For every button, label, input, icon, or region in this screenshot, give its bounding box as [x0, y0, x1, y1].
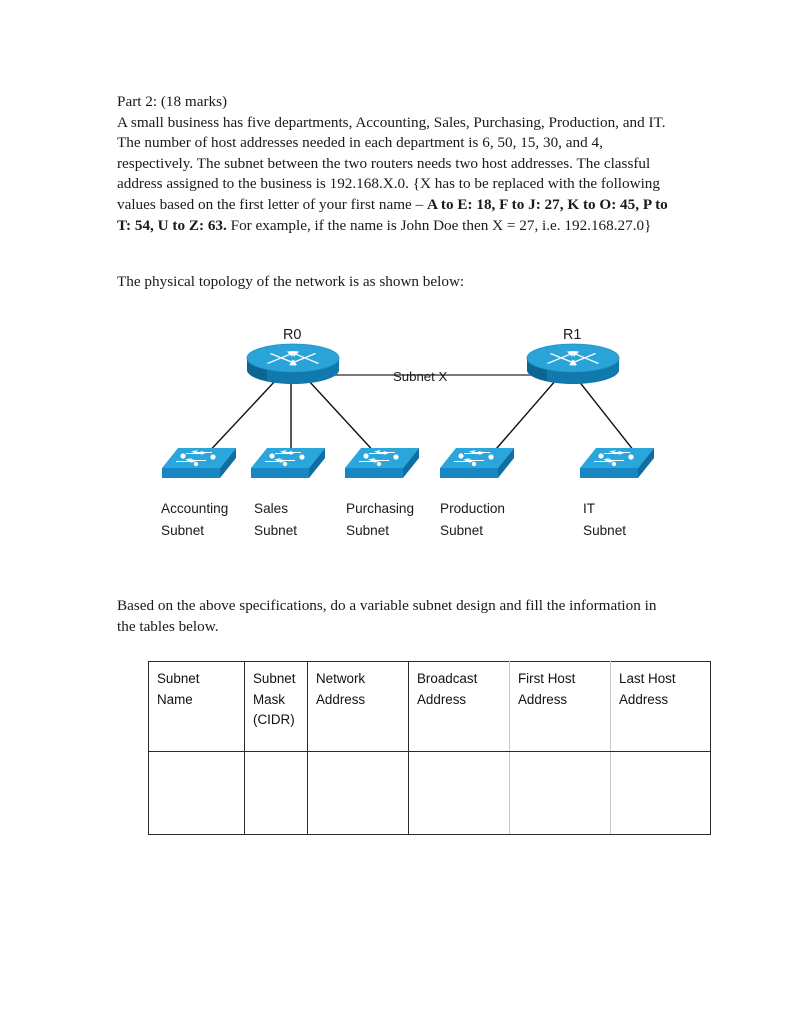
switch-suffix-purchasing: Subnet [346, 523, 390, 538]
switch-label-purchasing [346, 498, 414, 542]
header-line: Broadcast [417, 671, 478, 686]
cell-subnet-mask[interactable] [245, 752, 308, 835]
switch-suffix-sales: Subnet [254, 523, 298, 538]
header-cell-subnet-mask [245, 662, 308, 752]
network-topology-diagram [0, 318, 791, 563]
switch-purchasing-icon [345, 448, 419, 478]
topology-intro-paragraph: The physical topology of the network is as shown below: [117, 273, 465, 290]
router-r1-icon [527, 344, 619, 384]
header-line: Address [417, 691, 467, 707]
switch-name-production: Production [440, 501, 505, 516]
header-cell-broadcast-address [409, 662, 510, 752]
switch-label-accounting [161, 498, 228, 542]
switch-it-icon [580, 448, 654, 478]
table-body [149, 662, 711, 835]
router-label-r0: R0 [283, 327, 302, 343]
intro-text-segment: A small business has five departments, Accounting, Sales, Purchasing, Production, and IT. The number of host addresses needed in each department is 6, 50, 15, 30, and 4, respectively. The subnet between the two routers needs two host addresses. The classful address assigned to the business is 192.168.X.0. {X has to be replaced with the following values based on the first letter of your first name – [117, 113, 666, 213]
switch-name-purchasing: Purchasing [346, 501, 415, 516]
header-line: Subnet [253, 671, 296, 686]
cell-first-host-address[interactable] [510, 752, 611, 835]
switch-accounting-icon [162, 448, 236, 478]
instruction-paragraph: Based on the above specifications, do a variable subnet design and fill the information in the tables below. [117, 597, 657, 635]
switch-suffix-production: Subnet [440, 523, 484, 538]
switch-label-sales [254, 498, 297, 542]
intro-paragraph [117, 92, 673, 236]
link-r0-purchasing [308, 380, 378, 456]
cell-network-address[interactable] [308, 752, 409, 835]
header-line: Address [316, 691, 366, 707]
header-line: Last Host [619, 671, 676, 686]
link-r1-it [578, 380, 638, 456]
switch-label-production [440, 498, 505, 542]
header-line: Network [316, 671, 366, 686]
table-header-row [149, 662, 711, 752]
switch-sales-icon [251, 448, 325, 478]
cell-subnet-name[interactable] [149, 752, 245, 835]
header-cell-first-host-address [510, 662, 611, 752]
switch-label-it [583, 498, 626, 542]
header-line: (CIDR) [253, 712, 295, 727]
header-line: Address [518, 691, 568, 707]
header-line: Subnet [157, 671, 200, 686]
switch-name-it: IT [583, 501, 596, 516]
switch-name-sales: Sales [254, 501, 289, 516]
part-heading: Part 2: (18 marks) [117, 93, 228, 110]
cell-last-host-address[interactable] [611, 752, 711, 835]
cell-broadcast-address[interactable] [409, 752, 510, 835]
header-cell-last-host-address [611, 662, 711, 752]
switch-production-icon [440, 448, 514, 478]
switch-suffix-it: Subnet [583, 523, 627, 538]
header-line: Address [619, 691, 669, 707]
switch-name-accounting: Accounting [161, 501, 229, 516]
switch-suffix-accounting: Subnet [161, 523, 205, 538]
router-label-r1: R1 [563, 327, 582, 343]
intro-bold-segment: A to E: 18, F to J: 27, K to O: 45, P to T: 54, U to Z: 63. [117, 195, 668, 234]
link-r1-production [490, 380, 556, 456]
header-line: First Host [518, 671, 576, 686]
table-row [149, 752, 711, 835]
header-line: Name [157, 691, 193, 707]
intro-body [117, 114, 668, 234]
header-cell-subnet-name [149, 662, 245, 752]
router-r0-icon [247, 344, 339, 384]
header-line: Mask [253, 691, 285, 707]
subnet-link-label: Subnet X [393, 369, 448, 384]
intro-text-segment: For example, if the name is John Doe then X = 27, i.e. 192.168.27.0} [226, 216, 652, 234]
link-r0-accounting [205, 380, 276, 456]
subnet-design-table [148, 661, 711, 835]
header-cell-network-address [308, 662, 409, 752]
